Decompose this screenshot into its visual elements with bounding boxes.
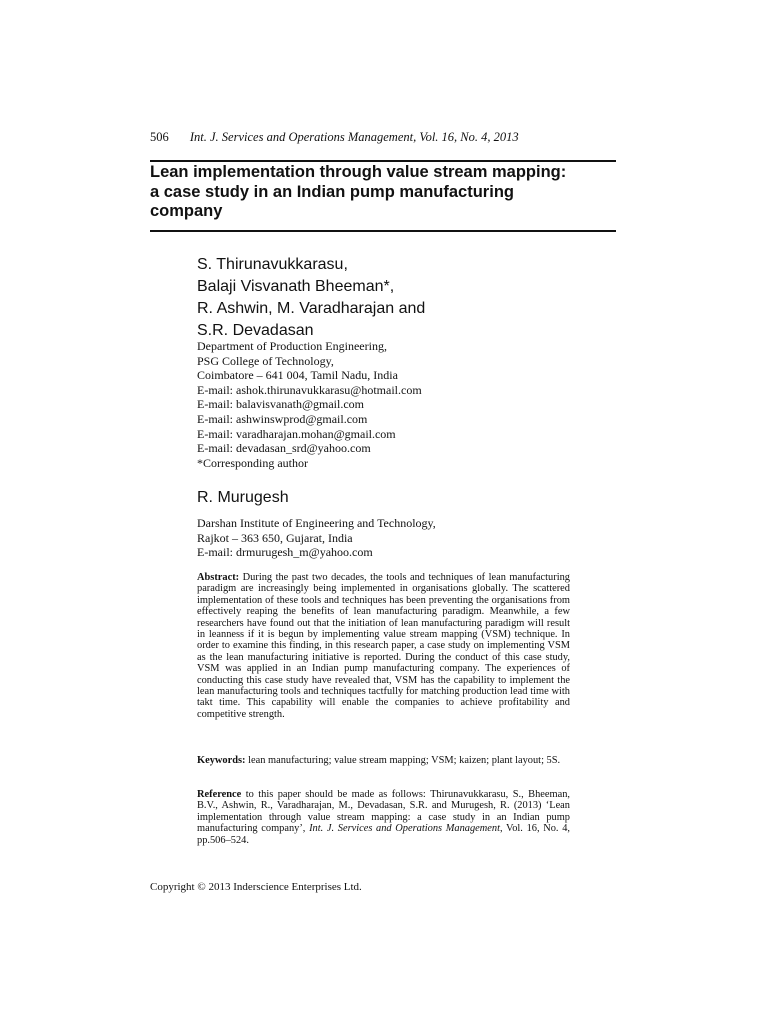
title-line: company [150, 202, 223, 220]
reference-label: Reference [197, 789, 242, 800]
reference-journal: Int. J. Services and Operations Management [309, 823, 500, 835]
abstract-label: Abstract: [197, 572, 240, 583]
affiliation-darshan [197, 516, 577, 560]
second-author: R. Murugesh [197, 489, 289, 506]
email-line: E-mail: devadasan_srd@yahoo.com [197, 441, 371, 456]
title-line: Lean implementation through value stream mapping: [150, 163, 567, 181]
abstract [197, 572, 570, 720]
keywords-text: lean manufacturing; value stream mapping; VSM; kaizen; plant layout; 5S. [248, 755, 561, 766]
affiliation-line: Darshan Institute of Engineering and Technology, [197, 516, 436, 530]
journal-citation: Int. J. Services and Operations Management, Vol. 16, No. 4, 2013 [189, 130, 519, 144]
author-line: S.R. Devadasan [197, 322, 314, 339]
reference-volume: , Vol. 16, No. 4, pp.506–524. [197, 823, 570, 846]
affiliation-line: Rajkot – 363 650, Gujarat, India [197, 530, 353, 545]
title-line: a case study in an Indian pump manufacturing [150, 182, 514, 201]
email-line: E-mail: varadharajan.mohan@gmail.com [197, 426, 396, 441]
email-line: E-mail: ashwinswprod@gmail.com [197, 411, 368, 426]
reference [197, 789, 570, 846]
affiliation-psg [197, 339, 577, 470]
page-number: 506 [150, 130, 169, 144]
corresponding-author-note: *Corresponding author [197, 455, 308, 470]
keywords [197, 755, 570, 766]
affiliation-line: Department of Production Engineering, [197, 339, 387, 353]
email-line: E-mail: balavisvanath@gmail.com [197, 397, 365, 412]
author-line: Balaji Visvanath Bheeman*, [197, 278, 395, 295]
title-bottom-rule [150, 230, 616, 232]
abstract-text: During the past two decades, the tools and techniques of lean manufacturing paradigm are increasingly being implemented in organisations globally. The scattered implementation of these tools and techniques has been preventing the organisations from effectively reaping the benefits of lean manufacturing paradigm. Meanwhile, a few researchers have found out that the initiation of lean manufacturing paradigm will result in leanness if it is begun by implementing value stream mapping (VSM) technique. In order to examine this finding, in this research paper, a case study on implementing VSM as the lean manufacturing initiative is reported. During the conduct of this case study, VSM was applied in an Indian pump manufacturing company. The experiences of conducting this case study have revealed that, VSM has the capability to implement the lean manufacturing tools and techniques tactfully for matching production lead time with takt time. This capability will enable the companies to achieve profitability and competitive strength. [197, 572, 570, 720]
email-line: E-mail: ashok.thirunavukkarasu@hotmail.com [197, 382, 422, 397]
reference-text: to this paper should be made as follows: Thirunavukkarasu, S., Bheeman, B.V., Ashwin, R., Varadharajan, M., Devadasan, S.R. and Murugesh, R. (2013) ‘Lean implementation through value stream mapping: a case study in an Indian pump manufacturing company’, [197, 789, 570, 835]
affiliation-line: Coimbatore – 641 004, Tamil Nadu, India [197, 368, 398, 383]
keywords-label: Keywords: [197, 755, 246, 766]
author-list [197, 254, 577, 342]
affiliation-line: PSG College of Technology, [197, 353, 334, 368]
author-line: R. Ashwin, M. Varadharajan and [197, 300, 426, 317]
paper-title [150, 163, 616, 222]
title-top-rule [150, 160, 616, 162]
email-line: E-mail: drmurugesh_m@yahoo.com [197, 545, 373, 560]
running-header [150, 130, 616, 145]
copyright-notice: Copyright © 2013 Inderscience Enterprises Ltd. [150, 881, 362, 893]
author-line: S. Thirunavukkarasu, [197, 256, 348, 273]
